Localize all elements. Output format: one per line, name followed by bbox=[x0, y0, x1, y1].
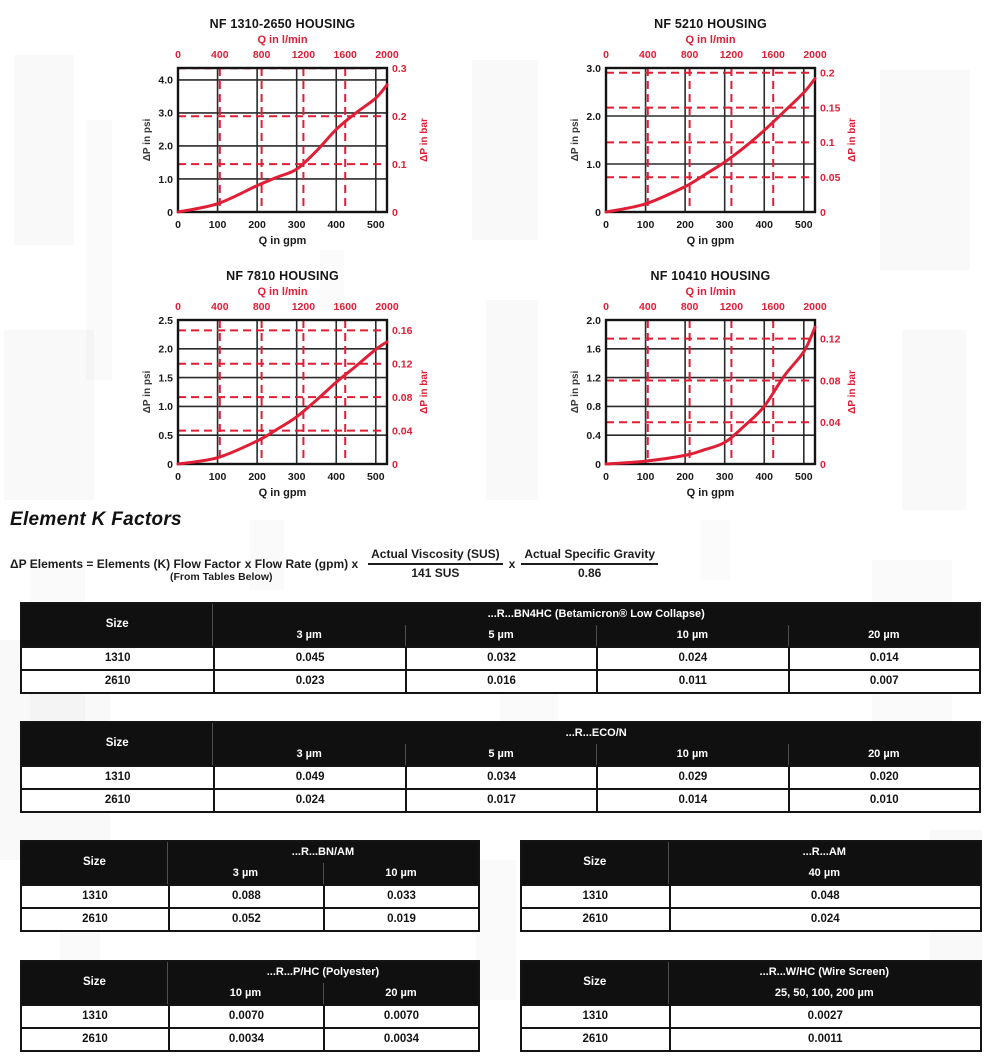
top-tick-label: 400 bbox=[639, 301, 657, 313]
k-factor-cell: 0.049 bbox=[213, 765, 404, 788]
bottom-axis-label: Q in gpm bbox=[686, 487, 735, 499]
k-factor-cell: 0.0034 bbox=[168, 1027, 323, 1050]
bottom-tick-label: 100 bbox=[636, 471, 655, 483]
right-tick-label: 0.3 bbox=[392, 63, 407, 76]
table-bn-am bbox=[20, 840, 480, 932]
bottom-tick-label: 0 bbox=[603, 219, 609, 231]
top-tick-label: 0 bbox=[175, 49, 181, 61]
k-factor-cell: 0.045 bbox=[213, 646, 404, 669]
k-factor-cell: 0.007 bbox=[788, 669, 979, 692]
top-tick-label: 2000 bbox=[803, 301, 827, 313]
k-factor-cell: 0.088 bbox=[168, 884, 323, 907]
k-factor-cell: 0.017 bbox=[405, 788, 596, 811]
left-tick-label: 1.0 bbox=[586, 158, 601, 171]
k-factor-cell: 0.019 bbox=[323, 907, 478, 930]
left-tick-label: 1.2 bbox=[586, 372, 601, 385]
bottom-tick-label: 100 bbox=[208, 471, 227, 483]
k-factor-cell: 0.024 bbox=[596, 646, 787, 669]
watermark-bar bbox=[86, 120, 112, 380]
size-cell: 2610 bbox=[22, 788, 213, 811]
viscosity-denominator: 141 SUS bbox=[411, 566, 460, 580]
watermark-bar bbox=[14, 55, 74, 245]
right-tick-label: 0.16 bbox=[392, 325, 413, 338]
bottom-tick-label: 300 bbox=[715, 471, 734, 483]
table-p-hc bbox=[20, 960, 480, 1052]
k-factor-cell: 0.052 bbox=[168, 907, 323, 930]
bottom-tick-label: 200 bbox=[676, 219, 694, 231]
top-tick-label: 1600 bbox=[761, 49, 785, 61]
micron-column-header: 20 µm bbox=[788, 625, 979, 646]
k-factor-cell: 0.048 bbox=[669, 884, 980, 907]
bottom-axis-label: Q in gpm bbox=[258, 487, 307, 499]
size-cell: 2610 bbox=[522, 907, 669, 930]
k-factor-cell: 0.0011 bbox=[669, 1027, 980, 1050]
table-row bbox=[22, 788, 979, 811]
top-tick-label: 2000 bbox=[803, 49, 827, 61]
k-factor-cell: 0.033 bbox=[323, 884, 478, 907]
size-cell: 2610 bbox=[22, 1027, 168, 1050]
gravity-numerator: Actual Specific Gravity bbox=[521, 547, 658, 565]
viscosity-fraction bbox=[368, 547, 502, 581]
k-factor-table-bnam bbox=[20, 840, 480, 932]
bottom-axis-label: Q in gpm bbox=[258, 235, 307, 247]
micron-column-header: 10 µm bbox=[168, 983, 323, 1004]
top-tick-label: 400 bbox=[211, 301, 229, 313]
left-tick-label: 1.6 bbox=[586, 343, 601, 356]
formula-prefix bbox=[10, 557, 273, 583]
table-row bbox=[522, 1004, 980, 1027]
right-tick-label: 0 bbox=[392, 458, 398, 471]
size-column-header: Size bbox=[22, 723, 213, 765]
bottom-tick-label: 500 bbox=[795, 471, 813, 483]
left-axis-label: ΔP in psi bbox=[142, 118, 153, 162]
chart-nf-10410-housing bbox=[568, 264, 908, 502]
bottom-tick-label: 200 bbox=[248, 219, 266, 231]
size-cell: 1310 bbox=[22, 765, 213, 788]
formula-note: (From Tables Below) bbox=[170, 571, 273, 583]
k-factor-cell: 0.0027 bbox=[669, 1004, 980, 1027]
micron-column-header: 5 µm bbox=[405, 744, 596, 765]
bottom-tick-label: 400 bbox=[755, 219, 774, 231]
size-cell: 1310 bbox=[22, 884, 168, 907]
top-tick-label: 1200 bbox=[291, 49, 316, 61]
micron-column-header: 40 µm bbox=[669, 863, 980, 884]
watermark-bar bbox=[700, 520, 730, 580]
top-tick-label: 0 bbox=[603, 49, 609, 61]
left-tick-label: 0 bbox=[167, 458, 173, 471]
top-axis-label: Q in l/min bbox=[685, 34, 736, 46]
watermark-bar bbox=[902, 330, 966, 510]
right-tick-label: 0.08 bbox=[820, 375, 841, 388]
left-axis-label: ΔP in psi bbox=[570, 370, 581, 414]
media-group-header: ...R...BN4HC (Betamicron® Low Collapse) bbox=[213, 604, 979, 625]
k-factor-cell: 0.032 bbox=[405, 646, 596, 669]
k-factor-cell: 0.024 bbox=[669, 907, 980, 930]
left-tick-label: 2.0 bbox=[158, 343, 173, 356]
top-tick-label: 1600 bbox=[761, 301, 785, 313]
bottom-tick-label: 500 bbox=[367, 471, 385, 483]
micron-column-header: 20 µm bbox=[788, 744, 979, 765]
k-factor-cell: 0.016 bbox=[405, 669, 596, 692]
top-tick-label: 0 bbox=[603, 301, 609, 313]
gravity-fraction bbox=[521, 547, 658, 581]
right-tick-label: 0.2 bbox=[820, 67, 835, 80]
left-tick-label: 1.0 bbox=[158, 173, 173, 186]
right-axis-label: ΔP in bar bbox=[419, 370, 430, 414]
k-factor-table-am bbox=[520, 840, 982, 932]
watermark-bar bbox=[486, 300, 538, 500]
plot-border bbox=[606, 320, 815, 464]
left-tick-label: 0.5 bbox=[158, 430, 173, 442]
media-group-header: ...R...BN/AM bbox=[168, 842, 478, 863]
k-factor-cell: 0.020 bbox=[788, 765, 979, 788]
top-tick-label: 1200 bbox=[291, 301, 316, 313]
table-row bbox=[22, 884, 478, 907]
pressure-curve bbox=[606, 79, 815, 212]
micron-column-header: 3 µm bbox=[213, 744, 404, 765]
size-cell: 1310 bbox=[522, 1004, 669, 1027]
top-axis-label: Q in l/min bbox=[685, 286, 736, 298]
bottom-tick-label: 500 bbox=[795, 219, 813, 231]
bottom-tick-label: 400 bbox=[327, 471, 346, 483]
bottom-tick-label: 400 bbox=[755, 471, 774, 483]
right-tick-label: 0.04 bbox=[392, 425, 413, 438]
left-tick-label: 1.5 bbox=[158, 372, 173, 385]
left-tick-label: 2.0 bbox=[586, 110, 601, 123]
right-tick-label: 0.12 bbox=[820, 333, 841, 346]
k-factor-cell: 0.011 bbox=[596, 669, 787, 692]
k-factor-cell: 0.014 bbox=[788, 646, 979, 669]
chart-title: NF 7810 HOUSING bbox=[226, 269, 339, 283]
k-factor-cell: 0.0070 bbox=[323, 1004, 478, 1027]
table-w-hc bbox=[520, 960, 982, 1052]
right-tick-label: 0.1 bbox=[820, 137, 835, 150]
pressure-curve bbox=[606, 327, 815, 464]
micron-column-header: 3 µm bbox=[213, 625, 404, 646]
size-cell: 1310 bbox=[522, 884, 669, 907]
section-heading: Element K Factors bbox=[10, 509, 182, 530]
formula-times: x bbox=[508, 557, 516, 571]
left-tick-label: 0 bbox=[595, 206, 601, 219]
top-tick-label: 800 bbox=[680, 301, 699, 313]
top-axis-label: Q in l/min bbox=[257, 34, 308, 46]
table-row bbox=[522, 884, 980, 907]
right-tick-label: 0 bbox=[392, 206, 398, 219]
media-group-header: ...R...W/HC (Wire Screen) bbox=[669, 962, 980, 983]
size-cell: 2610 bbox=[22, 669, 213, 692]
micron-column-header: 5 µm bbox=[405, 625, 596, 646]
k-factor-cell: 0.014 bbox=[596, 788, 787, 811]
chart-nf-5210-housing bbox=[568, 12, 908, 250]
left-tick-label: 3.0 bbox=[586, 62, 601, 75]
top-tick-label: 1600 bbox=[333, 49, 357, 61]
left-tick-label: 2.5 bbox=[158, 314, 173, 327]
plot-border bbox=[178, 320, 387, 464]
left-tick-label: 0 bbox=[167, 206, 173, 219]
watermark-bar bbox=[472, 60, 538, 240]
top-tick-label: 400 bbox=[639, 49, 657, 61]
size-column-header: Size bbox=[522, 962, 669, 1004]
watermark-bar bbox=[4, 330, 94, 500]
k-factor-table-phc bbox=[20, 960, 480, 1052]
viscosity-numerator: Actual Viscosity (SUS) bbox=[368, 547, 502, 565]
k-factor-cell: 0.029 bbox=[596, 765, 787, 788]
bottom-tick-label: 100 bbox=[208, 219, 227, 231]
left-tick-label: 0.8 bbox=[586, 401, 601, 414]
media-group-header: ...R...P/HC (Polyester) bbox=[168, 962, 478, 983]
formula-prefix-text: ΔP Elements = Elements (K) Flow Factor bbox=[10, 557, 241, 571]
plot-border bbox=[606, 68, 815, 212]
chart-title: NF 1310-2650 HOUSING bbox=[209, 17, 356, 31]
left-axis-label: ΔP in psi bbox=[570, 118, 581, 162]
right-tick-label: 0.2 bbox=[392, 110, 407, 123]
left-tick-label: 0 bbox=[595, 458, 601, 471]
left-axis-label: ΔP in psi bbox=[142, 370, 153, 414]
right-axis-label: ΔP in bar bbox=[847, 118, 858, 162]
right-tick-label: 0.15 bbox=[820, 102, 841, 115]
chart-nf-1310-2650-housing bbox=[140, 12, 480, 250]
watermark-bar bbox=[476, 860, 516, 1000]
bottom-tick-label: 300 bbox=[287, 471, 306, 483]
size-column-header: Size bbox=[22, 842, 168, 884]
k-factor-table-bn4hc bbox=[20, 602, 981, 694]
k-factor-cell: 0.024 bbox=[213, 788, 404, 811]
bottom-tick-label: 0 bbox=[175, 219, 181, 231]
pressure-curve bbox=[178, 342, 387, 464]
chart-nf-7810-housing bbox=[140, 264, 480, 502]
right-tick-label: 0.08 bbox=[392, 391, 413, 404]
right-axis-label: ΔP in bar bbox=[419, 118, 430, 162]
media-group-header: ...R...ECO/N bbox=[213, 723, 979, 744]
bottom-tick-label: 300 bbox=[287, 219, 306, 231]
top-tick-label: 800 bbox=[252, 49, 271, 61]
formula-mid: x Flow Rate (gpm) x bbox=[244, 557, 359, 571]
left-tick-label: 4.0 bbox=[158, 74, 173, 87]
table-row bbox=[22, 646, 979, 669]
top-tick-label: 1600 bbox=[333, 301, 357, 313]
table-am bbox=[520, 840, 982, 932]
right-tick-label: 0 bbox=[820, 206, 826, 219]
chart-title: NF 10410 HOUSING bbox=[650, 269, 771, 283]
right-axis-label: ΔP in bar bbox=[847, 370, 858, 414]
micron-column-header: 10 µm bbox=[596, 625, 787, 646]
table-bn4hc bbox=[20, 602, 981, 694]
plot-border bbox=[178, 68, 387, 212]
size-column-header: Size bbox=[22, 604, 213, 646]
size-column-header: Size bbox=[22, 962, 168, 1004]
bottom-tick-label: 500 bbox=[367, 219, 385, 231]
right-tick-label: 0.04 bbox=[820, 417, 841, 430]
top-tick-label: 1200 bbox=[719, 301, 744, 313]
table-row bbox=[22, 1027, 478, 1050]
micron-column-header: 10 µm bbox=[596, 744, 787, 765]
table-eco-n bbox=[20, 721, 981, 813]
top-tick-label: 800 bbox=[252, 301, 271, 313]
micron-column-header: 3 µm bbox=[168, 863, 323, 884]
bottom-tick-label: 100 bbox=[636, 219, 655, 231]
top-tick-label: 400 bbox=[211, 49, 229, 61]
top-axis-label: Q in l/min bbox=[257, 286, 308, 298]
micron-column-header: 25, 50, 100, 200 µm bbox=[669, 983, 980, 1004]
size-cell: 1310 bbox=[22, 646, 213, 669]
right-tick-label: 0.05 bbox=[820, 171, 841, 184]
gravity-denominator: 0.86 bbox=[577, 566, 602, 580]
size-column-header: Size bbox=[522, 842, 669, 884]
table-row bbox=[522, 907, 980, 930]
micron-column-header: 20 µm bbox=[323, 983, 478, 1004]
bottom-tick-label: 0 bbox=[603, 471, 609, 483]
size-cell: 1310 bbox=[22, 1004, 168, 1027]
top-tick-label: 2000 bbox=[375, 301, 399, 313]
table-row bbox=[22, 1004, 478, 1027]
size-cell: 2610 bbox=[22, 907, 168, 930]
table-row bbox=[22, 907, 478, 930]
bottom-tick-label: 200 bbox=[248, 471, 266, 483]
k-factor-formula bbox=[10, 547, 662, 581]
media-group-header: ...R...AM bbox=[669, 842, 980, 863]
k-factor-cell: 0.034 bbox=[405, 765, 596, 788]
size-cell: 2610 bbox=[522, 1027, 669, 1050]
left-tick-label: 0.4 bbox=[586, 430, 601, 442]
k-factor-cell: 0.0034 bbox=[323, 1027, 478, 1050]
k-factor-table-whc bbox=[520, 960, 982, 1052]
top-tick-label: 1200 bbox=[719, 49, 744, 61]
right-tick-label: 0.12 bbox=[392, 358, 413, 371]
k-factor-cell: 0.023 bbox=[213, 669, 404, 692]
chart-title: NF 5210 HOUSING bbox=[654, 17, 767, 31]
micron-column-header: 10 µm bbox=[323, 863, 478, 884]
table-row bbox=[22, 765, 979, 788]
left-tick-label: 1.0 bbox=[158, 401, 173, 414]
right-tick-label: 0.1 bbox=[392, 158, 407, 171]
bottom-tick-label: 400 bbox=[327, 219, 346, 231]
left-tick-label: 2.0 bbox=[586, 314, 601, 327]
top-tick-label: 2000 bbox=[375, 49, 399, 61]
left-tick-label: 3.0 bbox=[158, 107, 173, 120]
pressure-curve bbox=[178, 85, 387, 212]
right-tick-label: 0 bbox=[820, 458, 826, 471]
k-factor-cell: 0.0070 bbox=[168, 1004, 323, 1027]
table-row bbox=[22, 669, 979, 692]
bottom-axis-label: Q in gpm bbox=[686, 235, 735, 247]
left-tick-label: 2.0 bbox=[158, 140, 173, 153]
bottom-tick-label: 0 bbox=[175, 471, 181, 483]
table-row bbox=[522, 1027, 980, 1050]
bottom-tick-label: 300 bbox=[715, 219, 734, 231]
top-tick-label: 800 bbox=[680, 49, 699, 61]
top-tick-label: 0 bbox=[175, 301, 181, 313]
k-factor-table-econ bbox=[20, 721, 981, 813]
bottom-tick-label: 200 bbox=[676, 471, 694, 483]
k-factor-cell: 0.010 bbox=[788, 788, 979, 811]
